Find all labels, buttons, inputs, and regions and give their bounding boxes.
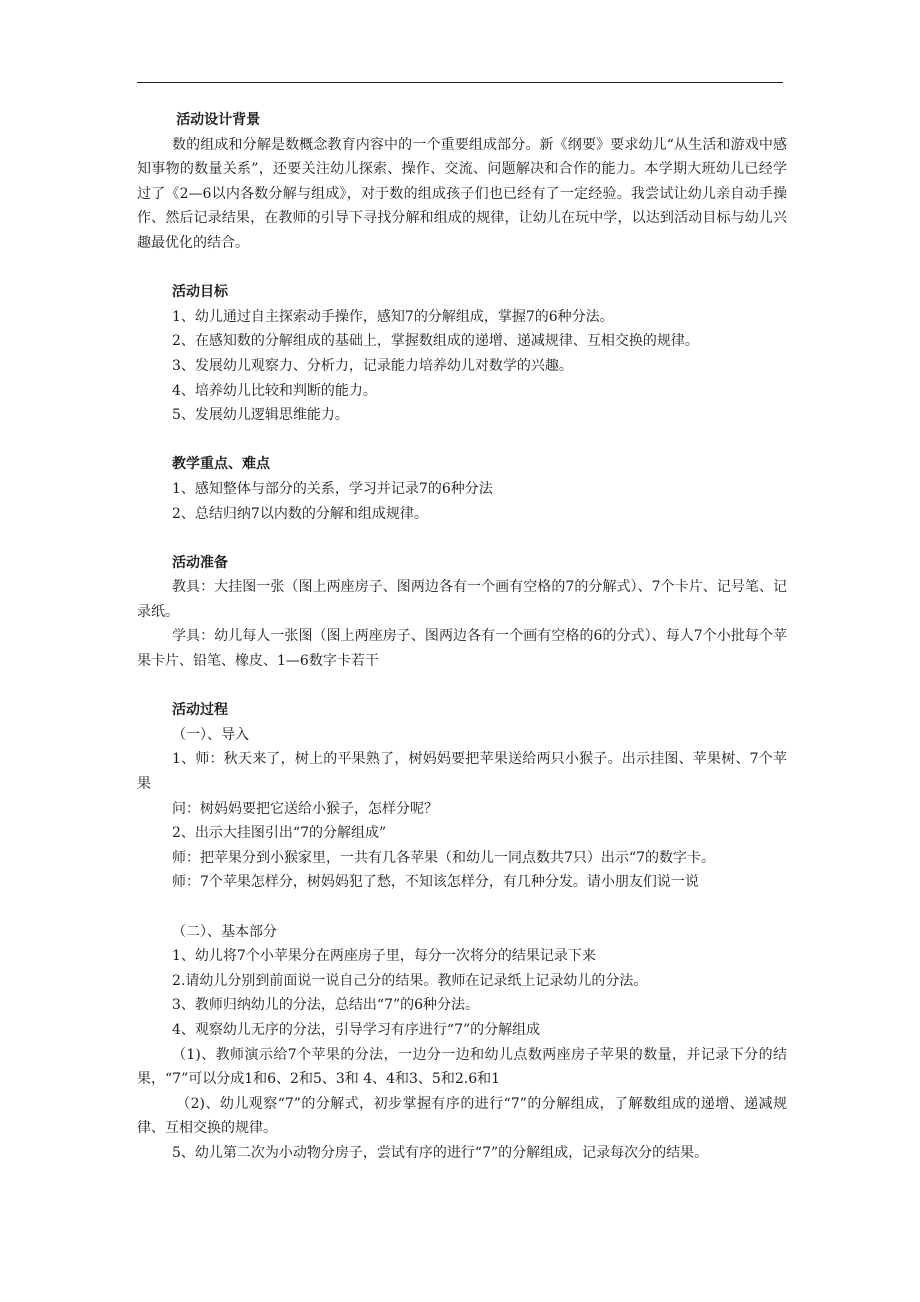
preparation-item: 学具：幼儿每人一张图（图上两座房子、图两边各有一个画有空格的6的分式）、每人7个小批每个苹果卡片、铅笔、橡皮、1—6数字卡若干 <box>137 628 787 670</box>
section-title-keypoints: 教学重点、难点 <box>172 456 270 473</box>
section-title-preparation: 活动准备 <box>172 554 228 571</box>
process-part1-title: （一）、导入 <box>172 726 249 743</box>
goal-item: 5、发展幼儿逻辑思维能力。 <box>172 407 349 424</box>
goal-item: 3、发展幼儿观察力、分析力，记录能力培养幼儿对数学的兴趣。 <box>172 357 573 374</box>
goal-item: 4、培养幼儿比较和判断的能力。 <box>172 382 377 399</box>
spacer <box>137 428 787 453</box>
spacer <box>137 526 787 551</box>
process-item: 师：把苹果分到小猴家里，一共有几各苹果（和幼儿一同点数共7只）出示“7的数字卡。 <box>172 849 715 866</box>
section-title-background: 活动设计背景 <box>176 112 261 128</box>
background-paragraph: 数的组成和分解是数概念教育内容中的一个重要组成部分。新《纲要》要求幼儿“从生活和游戏中感知事物的数量关系”，还要关注幼儿探索、操作、交流、问题解决和合作的能力。本学期大班幼儿已经学过了《2—6以内各数分解与组成》，对于数的组成孩子们也已经有了一定经验。我尝试让幼儿亲自动手操作、然后记录结果，在教师的引导下寻找分解和组成的规律，让幼儿在玩中学，以达到活动目标与幼儿兴趣最优化的结合。 <box>137 136 787 251</box>
process-sub-item: （1)、教师演示给7个苹果的分法，一边分一边和幼儿点数两座房子苹果的数量，并记录下分的结果，“7”可以分成1和6、2和5、3和 4、4和3、5和2.6和1 <box>137 1046 787 1088</box>
section-title-process: 活动过程 <box>172 702 228 719</box>
goal-item: 2、在感知数的分解组成的基础上，掌握数组成的递增、递减规律、互相交换的规律。 <box>172 333 699 350</box>
preparation-item: 教具：大挂图一张（图上两座房子、图两边各有一个画有空格的7的分解式）、7个卡片、记号笔、记录纸。 <box>137 579 787 620</box>
process-item: 4、观察幼儿无序的分法，引导学习有序进行“7”的分解组成 <box>172 1021 541 1038</box>
process-sub-item: （2)、幼儿观察“7”的分解式，初步掌握有序的进行“7”的分解组成，了解数组成的递增、递减规律、互相交换的规律。 <box>137 1095 787 1137</box>
process-item: 师：7个苹果怎样分，树妈妈犯了愁，不知该怎样分，有几种分发。请小朋友们说一说 <box>172 874 699 891</box>
process-item: 1、师：秋天来了，树上的平果熟了，树妈妈要把苹果送给两只小猴子。出示挂图、苹果树、7个苹果 <box>137 751 787 793</box>
spacer <box>137 256 787 281</box>
process-item: 问：树妈妈要把它送给小猴子，怎样分呢？ <box>172 800 438 817</box>
keypoint-item: 2、总结归纳7以内数的分解和组成规律。 <box>172 505 428 522</box>
process-part2-title: （二）、基本部分 <box>172 923 277 940</box>
spacer <box>137 674 787 699</box>
spacer <box>137 895 787 920</box>
header-rule <box>137 82 783 83</box>
document-body <box>137 108 787 1166</box>
process-item: 3、教师归纳幼儿的分法，总结出“7”的6种分法。 <box>172 997 480 1014</box>
goal-item: 1、幼儿通过自主探索动手操作，感知7的分解组成，掌握7的6种分法。 <box>172 308 614 325</box>
process-item: 2、出示大挂图引出“7的分解组成” <box>172 825 387 842</box>
keypoint-item: 1、感知整体与部分的关系，学习并记录7的6种分法 <box>172 480 493 497</box>
section-title-goals: 活动目标 <box>172 284 228 301</box>
process-item: 5、幼儿第二次为小动物分房子，尝试有序的进行“7”的分解组成，记录每次分的结果。 <box>172 1144 709 1161</box>
process-item: 2.请幼儿分别到前面说一说自己分的结果。教师在记录纸上记录幼儿的分法。 <box>172 972 648 989</box>
process-item: 1、幼儿将7个小苹果分在两座房子里，每分一次将分的结果记录下来 <box>172 948 596 965</box>
